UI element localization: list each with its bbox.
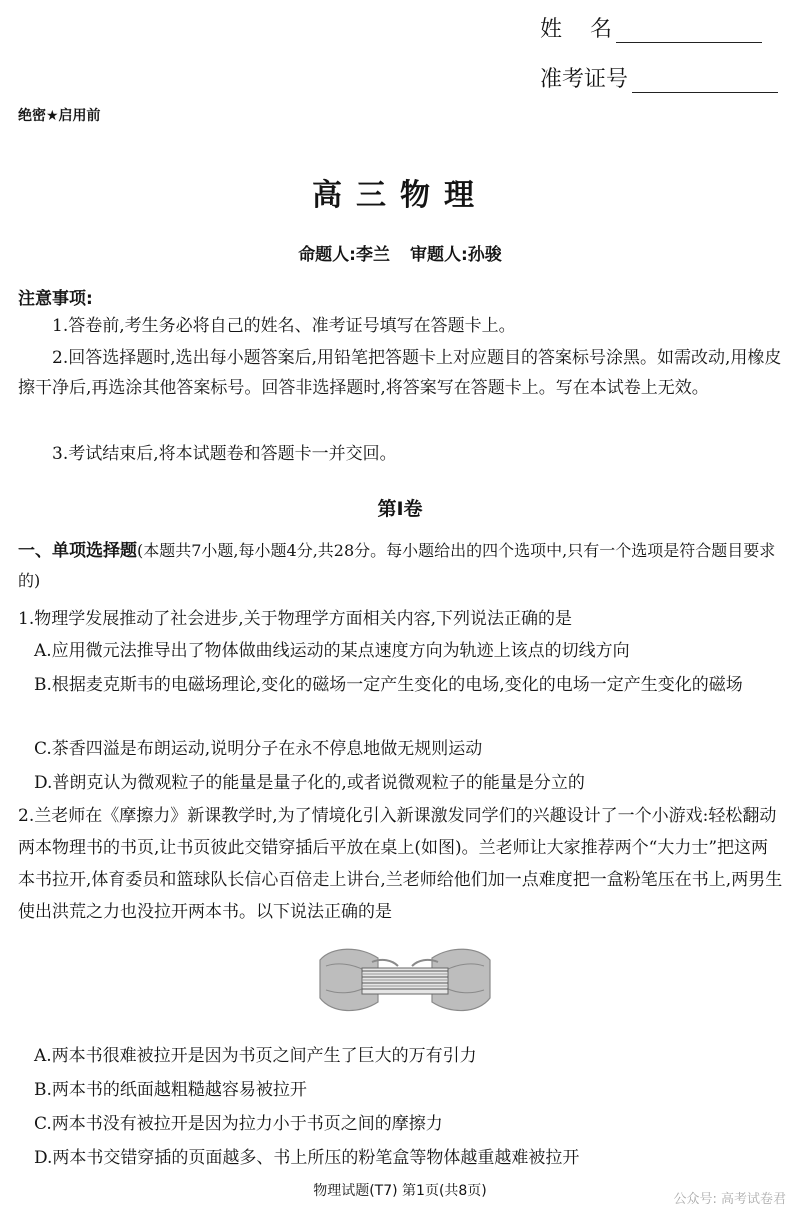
page-footer: 物理试题(T7) 第1页(共8页) [313, 1183, 487, 1199]
exam-id-label: 准考证号 [540, 67, 629, 92]
question-1-stem: 1.物理学发展推动了社会进步,关于物理学方面相关内容,下列说法正确的是 [18, 609, 573, 629]
question-1-option-a[interactable]: A.应用微元法推导出了物体做曲线运动的某点速度方向为轨迹上该点的切线方向 [34, 641, 630, 661]
question-1-option-c[interactable]: C.茶香四溢是布朗运动,说明分子在永不停息地做无规则运动 [34, 739, 483, 759]
authors [0, 240, 800, 265]
question-2-option-c[interactable]: C.两本书没有被拉开是因为拉力小于书页之间的摩擦力 [34, 1114, 443, 1134]
secret-label: 绝密★启用前 [18, 108, 101, 124]
part-title: 第Ⅰ卷 [377, 498, 423, 520]
question-2-option-a[interactable]: A.两本书很难被拉开是因为书页之间产生了巨大的万有引力 [34, 1046, 477, 1066]
question-1-option-b[interactable]: B.根据麦克斯韦的电磁场理论,变化的磁场一定产生变化的电场,变化的电场一定产生变化的磁场 [34, 675, 743, 695]
reviewer: 审题人:孙骏 [410, 245, 502, 265]
name-blank[interactable] [616, 42, 762, 43]
question-2-option-d[interactable]: D.两本书交错穿插的页面越多、书上所压的粉笔盒等物体越重越难被拉开 [34, 1148, 580, 1168]
interleaved-books-figure [312, 932, 498, 1028]
section-title: 一、单项选择题 [18, 541, 137, 561]
setter: 命题人:李兰 [298, 245, 390, 265]
notice-item-1: 1.答卷前,考生务必将自己的姓名、准考证号填写在答题卡上。 [52, 316, 516, 336]
name-label: 姓 名 [540, 17, 612, 42]
name-field[interactable] [540, 12, 762, 43]
notice-item-3: 3.考试结束后,将本试题卷和答题卡一并交回。 [52, 444, 397, 464]
question-2-stem: 2.兰老师在《摩擦力》新课教学时,为了情境化引入新课激发同学们的兴趣设计了一个小游戏:轻松翻动两本物理书的书页,让书页彼此交错穿插后平放在桌上(如图)。兰老师让大家推荐两个“大力士”把这两本书拉开,体育委员和篮球队长信心百倍走上讲台,兰老师给他们加一点难度把一盒粉笔压在书上,两男生使出洪荒之力也没拉开两本书。以下说法正确的是 [18, 806, 783, 922]
section-header [18, 536, 784, 596]
exam-id-field[interactable] [540, 62, 778, 93]
section-desc: (本题共7小题,每小题4分,共28分。每小题给出的四个选项中,只有一个选项是符合题目要求的) [18, 541, 776, 590]
question-2-option-b[interactable]: B.两本书的纸面越粗糙越容易被拉开 [34, 1080, 307, 1100]
question-1-option-d[interactable]: D.普朗克认为微观粒子的能量是量子化的,或者说微观粒子的能量是分立的 [34, 773, 585, 793]
exam-id-blank[interactable] [632, 92, 778, 93]
watermark: 公众号: 高考试卷君 [673, 1192, 786, 1207]
notice-heading: 注意事项: [18, 289, 93, 309]
notice-item-2: 2.回答选择题时,选出每小题答案后,用铅笔把答题卡上对应题目的答案标号涂黑。如需改动,用橡皮擦干净后,再选涂其他答案标号。回答非选择题时,将答案写在答题卡上。写在本试卷上无效。 [18, 348, 782, 398]
page-title: 高三物理 [312, 178, 488, 213]
